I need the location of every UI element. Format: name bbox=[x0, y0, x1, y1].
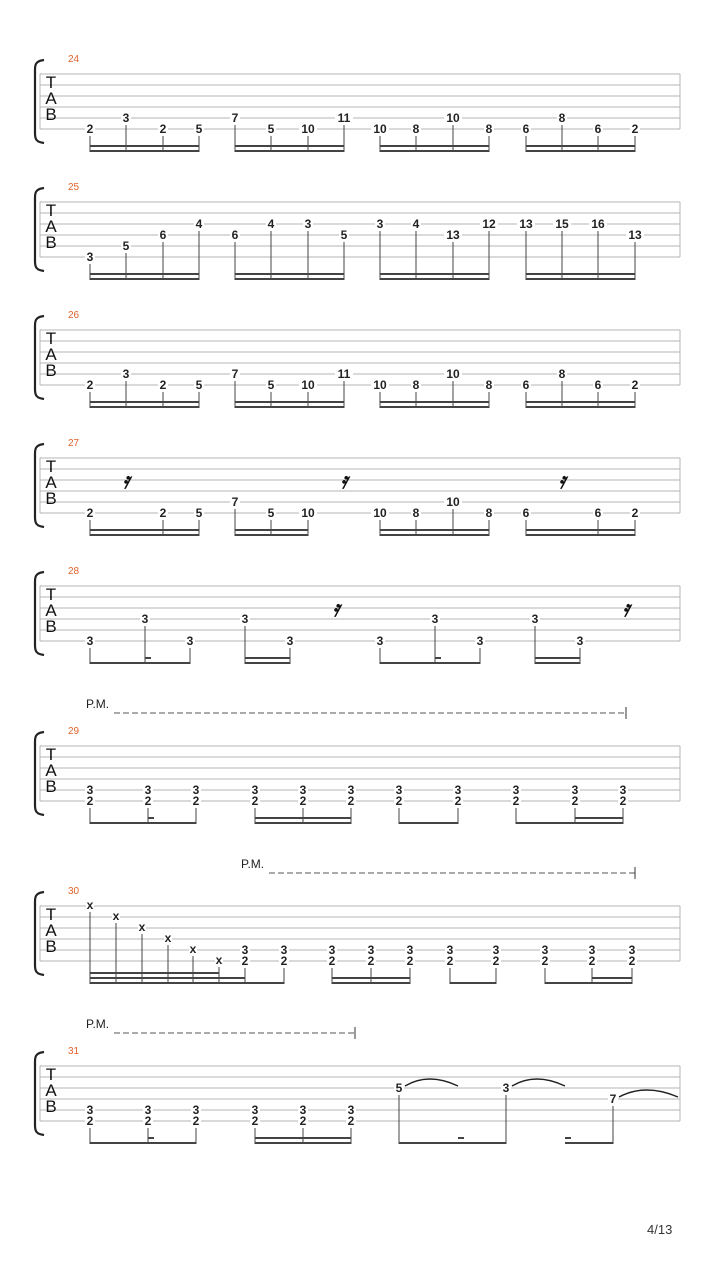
tab-letter-a: A bbox=[45, 89, 57, 108]
fret-number: 10 bbox=[446, 367, 460, 381]
fret-number: 2 bbox=[251, 1114, 259, 1128]
pm-label: P.M. bbox=[241, 857, 265, 871]
fret-number: 10 bbox=[373, 378, 387, 392]
tab-letter-b: B bbox=[45, 361, 57, 380]
fret-number: 6 bbox=[159, 228, 167, 242]
fret-number: 2 bbox=[192, 1114, 200, 1128]
fret-number: 2 bbox=[86, 794, 94, 808]
fret-number: 3 bbox=[492, 943, 500, 957]
fret-number: 3 bbox=[628, 943, 636, 957]
fret-number: 3 bbox=[502, 1081, 510, 1095]
fret-number: 3 bbox=[299, 783, 307, 797]
fret-number: 5 bbox=[195, 378, 203, 392]
fret-number: 6 bbox=[594, 122, 602, 136]
fret-number: 2 bbox=[406, 954, 414, 968]
fret-number: 3 bbox=[192, 1103, 200, 1117]
fret-number: 3 bbox=[86, 783, 94, 797]
tie bbox=[512, 1079, 565, 1086]
tab-letter-a: A bbox=[45, 601, 57, 620]
fret-number: 2 bbox=[86, 506, 94, 520]
fret-number: 3 bbox=[241, 612, 249, 626]
fret-number: 10 bbox=[301, 378, 315, 392]
palm-mute-3 bbox=[86, 1017, 355, 1039]
fret-number: 3 bbox=[122, 367, 130, 381]
dead-note: x bbox=[138, 920, 146, 934]
fret-number: 5 bbox=[340, 228, 348, 242]
fret-number: 2 bbox=[251, 794, 259, 808]
tab-letter-t: T bbox=[45, 329, 57, 348]
fret-number: 2 bbox=[571, 794, 579, 808]
fret-number: 12 bbox=[482, 217, 496, 231]
fret-number: 2 bbox=[144, 794, 152, 808]
fret-number: 3 bbox=[347, 1103, 355, 1117]
fret-number: 2 bbox=[631, 506, 639, 520]
measure-number: 24 bbox=[68, 54, 80, 65]
fret-number: 7 bbox=[231, 111, 239, 125]
fret-number: 10 bbox=[446, 495, 460, 509]
measure-number: 25 bbox=[68, 182, 80, 193]
fret-number: 2 bbox=[628, 954, 636, 968]
fret-number: 8 bbox=[485, 506, 493, 520]
fret-number: 3 bbox=[144, 783, 152, 797]
tab-letter-t: T bbox=[45, 745, 57, 764]
fret-number: 2 bbox=[631, 122, 639, 136]
tab-letter-t: T bbox=[45, 905, 57, 924]
measure-number: 29 bbox=[68, 726, 80, 737]
fret-number: 16 bbox=[591, 217, 605, 231]
fret-number: 7 bbox=[609, 1092, 617, 1106]
fret-number: 3 bbox=[588, 943, 596, 957]
fret-number: 6 bbox=[522, 122, 530, 136]
tab-letter-t: T bbox=[45, 585, 57, 604]
measure-number: 31 bbox=[68, 1046, 80, 1057]
fret-number: 3 bbox=[192, 783, 200, 797]
fret-number: 8 bbox=[485, 378, 493, 392]
fret-number: 3 bbox=[144, 1103, 152, 1117]
tab-letter-t: T bbox=[45, 73, 57, 92]
fret-number: 3 bbox=[406, 943, 414, 957]
fret-number: 5 bbox=[395, 1081, 403, 1095]
tab-letter-t: T bbox=[45, 457, 57, 476]
fret-number: 2 bbox=[299, 794, 307, 808]
fret-number: 7 bbox=[231, 495, 239, 509]
tab-letter-b: B bbox=[45, 105, 57, 124]
fret-number: 3 bbox=[86, 250, 94, 264]
fret-number: 3 bbox=[376, 217, 384, 231]
tab-letter-t: T bbox=[45, 1065, 57, 1084]
dead-note: x bbox=[86, 898, 94, 912]
fret-number: 4 bbox=[267, 217, 275, 231]
pm-label: P.M. bbox=[86, 1017, 110, 1031]
tab-letter-b: B bbox=[45, 617, 57, 636]
fret-number: 8 bbox=[558, 367, 566, 381]
dead-note: x bbox=[189, 942, 197, 956]
fret-number: 2 bbox=[588, 954, 596, 968]
palm-mute-2 bbox=[241, 857, 635, 879]
fret-number: 8 bbox=[412, 378, 420, 392]
measure-number: 28 bbox=[68, 566, 80, 577]
fret-number: 2 bbox=[631, 378, 639, 392]
fret-number: 3 bbox=[122, 111, 130, 125]
tab-letter-a: A bbox=[45, 761, 57, 780]
fret-number: 3 bbox=[571, 783, 579, 797]
fret-number: 3 bbox=[186, 634, 194, 648]
fret-number: 2 bbox=[541, 954, 549, 968]
dead-note: x bbox=[112, 909, 120, 923]
fret-number: 2 bbox=[192, 794, 200, 808]
fret-number: 2 bbox=[328, 954, 336, 968]
dead-note: x bbox=[164, 931, 172, 945]
fret-number: 2 bbox=[347, 1114, 355, 1128]
fret-number: 15 bbox=[555, 217, 569, 231]
fret-number: 10 bbox=[446, 111, 460, 125]
tab-letter-a: A bbox=[45, 921, 57, 940]
fret-number: 3 bbox=[299, 1103, 307, 1117]
fret-number: 2 bbox=[299, 1114, 307, 1128]
fret-number: 5 bbox=[195, 506, 203, 520]
fret-number: 3 bbox=[395, 783, 403, 797]
fret-number: 3 bbox=[576, 634, 584, 648]
fret-number: 11 bbox=[337, 367, 351, 381]
fret-number: 3 bbox=[141, 612, 149, 626]
fret-number: 2 bbox=[395, 794, 403, 808]
fret-number: 3 bbox=[86, 634, 94, 648]
fret-number: 8 bbox=[412, 506, 420, 520]
fret-number: 6 bbox=[522, 378, 530, 392]
tab-clefs bbox=[45, 73, 57, 1116]
tab-letter-b: B bbox=[45, 777, 57, 796]
fret-number: 2 bbox=[454, 794, 462, 808]
measure-number: 27 bbox=[68, 438, 80, 449]
notes bbox=[85, 111, 678, 1144]
tab-letter-a: A bbox=[45, 217, 57, 236]
fret-number: 3 bbox=[286, 634, 294, 648]
tab-letter-t: T bbox=[45, 201, 57, 220]
fret-number: 2 bbox=[492, 954, 500, 968]
fret-number: 3 bbox=[376, 634, 384, 648]
tab-letter-a: A bbox=[45, 473, 57, 492]
fret-number: 3 bbox=[619, 783, 627, 797]
tab-letter-b: B bbox=[45, 489, 57, 508]
fret-number: 10 bbox=[373, 122, 387, 136]
fret-number: 13 bbox=[628, 228, 642, 242]
fret-number: 2 bbox=[159, 378, 167, 392]
fret-number: 3 bbox=[280, 943, 288, 957]
palm-mute-1 bbox=[86, 697, 626, 719]
fret-number: 3 bbox=[446, 943, 454, 957]
fret-number: 3 bbox=[454, 783, 462, 797]
fret-number: 6 bbox=[522, 506, 530, 520]
fret-number: 2 bbox=[159, 506, 167, 520]
fret-number: 2 bbox=[367, 954, 375, 968]
fret-number: 2 bbox=[347, 794, 355, 808]
fret-number: 8 bbox=[485, 122, 493, 136]
fret-number: 3 bbox=[512, 783, 520, 797]
fret-number: 3 bbox=[328, 943, 336, 957]
sixteenth-rest: 𝄿 bbox=[558, 468, 566, 494]
fret-number: 2 bbox=[86, 122, 94, 136]
fret-number: 6 bbox=[594, 506, 602, 520]
fret-number: 2 bbox=[241, 954, 249, 968]
measure-number: 26 bbox=[68, 310, 80, 321]
fret-number: 2 bbox=[446, 954, 454, 968]
fret-number: 2 bbox=[280, 954, 288, 968]
fret-number: 5 bbox=[195, 122, 203, 136]
fret-number: 3 bbox=[86, 1103, 94, 1117]
fret-number: 4 bbox=[195, 217, 203, 231]
tab-letter-b: B bbox=[45, 233, 57, 252]
sixteenth-rest: 𝄿 bbox=[332, 596, 340, 622]
tab-letter-b: B bbox=[45, 1097, 57, 1116]
tie bbox=[619, 1090, 678, 1097]
fret-number: 2 bbox=[86, 378, 94, 392]
page-number: 4/13 bbox=[647, 1222, 673, 1237]
fret-number: 13 bbox=[446, 228, 460, 242]
pm-label: P.M. bbox=[86, 697, 110, 711]
tie bbox=[405, 1079, 458, 1086]
measure-number: 30 bbox=[68, 886, 80, 897]
fret-number: 3 bbox=[251, 783, 259, 797]
fret-number: 2 bbox=[512, 794, 520, 808]
fret-number: 3 bbox=[304, 217, 312, 231]
tab-letter-b: B bbox=[45, 937, 57, 956]
fret-number: 5 bbox=[267, 378, 275, 392]
fret-number: 3 bbox=[541, 943, 549, 957]
fret-number: 10 bbox=[373, 506, 387, 520]
fret-number: 3 bbox=[347, 783, 355, 797]
fret-number: 2 bbox=[86, 1114, 94, 1128]
fret-number: 4 bbox=[412, 217, 420, 231]
sixteenth-rest: 𝄿 bbox=[622, 596, 630, 622]
fret-number: 7 bbox=[231, 367, 239, 381]
fret-number: 3 bbox=[431, 612, 439, 626]
fret-number: 8 bbox=[558, 111, 566, 125]
fret-number: 2 bbox=[144, 1114, 152, 1128]
fret-number: 10 bbox=[301, 506, 315, 520]
fret-number: 3 bbox=[241, 943, 249, 957]
fret-number: 3 bbox=[531, 612, 539, 626]
fret-number: 5 bbox=[122, 239, 130, 253]
fret-number: 2 bbox=[619, 794, 627, 808]
fret-number: 5 bbox=[267, 122, 275, 136]
fret-number: 6 bbox=[594, 378, 602, 392]
tab-letter-a: A bbox=[45, 345, 57, 364]
fret-number: 6 bbox=[231, 228, 239, 242]
fret-number: 3 bbox=[251, 1103, 259, 1117]
fret-number: 10 bbox=[301, 122, 315, 136]
sixteenth-rest: 𝄿 bbox=[122, 468, 130, 494]
fret-number: 3 bbox=[476, 634, 484, 648]
fret-number: 5 bbox=[267, 506, 275, 520]
fret-number: 3 bbox=[367, 943, 375, 957]
dead-note: x bbox=[215, 953, 223, 967]
tab-letter-a: A bbox=[45, 1081, 57, 1100]
fret-number: 2 bbox=[159, 122, 167, 136]
fret-number: 11 bbox=[337, 111, 351, 125]
fret-number: 8 bbox=[412, 122, 420, 136]
fret-number: 13 bbox=[519, 217, 533, 231]
sixteenth-rest: 𝄿 bbox=[340, 468, 348, 494]
